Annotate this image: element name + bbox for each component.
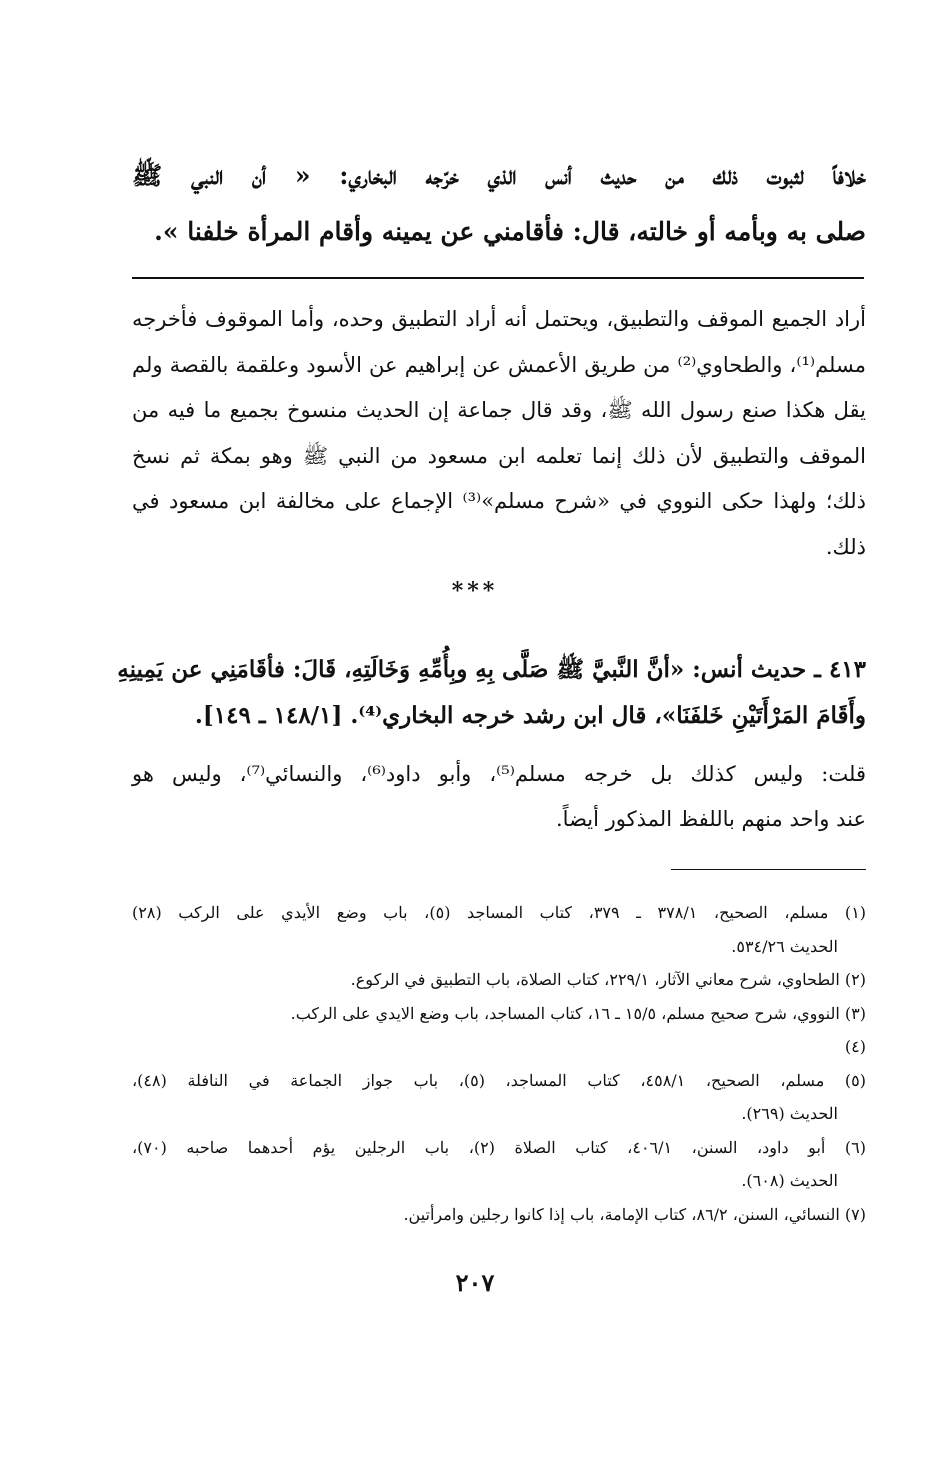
- carryover-line: صلى به وبأمه أو خالته، قال: فأقامني عن يمينه وأقام المرأة خلفنا ».: [154, 217, 866, 246]
- footnote-divider: [671, 869, 866, 870]
- footnote-line: (٤): [844, 1037, 866, 1056]
- footnote-line: الحديث (٦٠٨).: [741, 1171, 838, 1190]
- footnote-line: (٥) مسلم، الصحيح، ٤٥٨/١، كتاب المساجد، (٥)، باب جواز الجماعة في النافلة (٤٨)،: [132, 1070, 866, 1090]
- remark-line: قلت: وليس كذلك بل خرجه مسلم⁽⁵⁾، وأبو داود⁽⁶⁾، والنسائي⁽⁷⁾، وليس هو: [132, 762, 866, 786]
- footnote-line: (١) مسلم، الصحيح، ٣٧٨/١ ـ ٣٧٩، كتاب المساجد (٥)، باب وضع الأيدي على الركب (٢٨): [132, 903, 867, 922]
- commentary-line: أراد الجميع الموقف والتطبيق، ويحتمل أنه أراد التطبيق وحده، وأما الموقوف فأخرجه: [132, 307, 866, 331]
- carryover-line: خلافاً لثبوت ذلك من حديث أنس الذي خرّجه البخاري: « أن النبي ﷺ: [132, 161, 866, 190]
- hadith-entry-413: [117, 647, 866, 739]
- footnote-line: (٧) النسائي، السنن، ٨٦/٢، كتاب الإمامة، باب إذا كانوا رجلين وامرأتين.: [403, 1204, 866, 1224]
- footnotes: [132, 896, 866, 1231]
- page-number: ٢٠٧: [455, 1268, 495, 1297]
- footnote-7: [132, 1198, 866, 1232]
- hadith-line: ٤١٣ ـ حديث أنس: «أنَّ النَّبيَّ ﷺ صَلَّى بِهِ وبِأُمِّهِ وَخَالَتِهِ، قَالَ: فأقَامَنِي عن يَمِينِهِ: [117, 656, 866, 683]
- footnote-line: (٢) الطحاوي، شرح معاني الآثار، ٢٢٩/١، كتاب الصلاة، باب التطبيق في الركوع.: [350, 970, 866, 989]
- remark-line: عند واحد منهم باللفظ المذكور أيضاً.: [556, 807, 866, 831]
- footnote-line: الحديث ٥٣٤/٢٦.: [731, 936, 838, 956]
- footnote-line: (٦) أبو داود، السنن، ٤٠٦/١، كتاب الصلاة (٢)، باب الرجلين يؤم أحدهما صاحبه (٧٠)،: [132, 1137, 867, 1157]
- hadith-line: وأَقَامَ المَرْأَتَيْنِ خَلفَنَا»، قال ابن رشد خرجه البخاري⁽⁴⁾. [١٤٨/١ ـ ١٤٩].: [194, 702, 866, 729]
- footnote-line: الحديث (٢٦٩).: [741, 1104, 838, 1123]
- carryover-paragraph: [132, 148, 866, 260]
- commentary-line: يقل هكذا صنع رسول الله ﷺ، وقد قال جماعة إن الحديث منسوخ بجميع ما فيه من: [132, 398, 866, 422]
- commentary-line: ذلك؛ ولهذا حكى النووي في «شرح مسلم»⁽³⁾ الإجماع على مخالفة ابن مسعود في: [132, 489, 866, 513]
- section-divider: [132, 277, 864, 279]
- commentary-paragraph: [132, 297, 866, 570]
- asterism-separator: ***: [451, 578, 499, 604]
- footnote-5: [132, 1064, 866, 1131]
- commentary-line: ذلك.: [825, 534, 866, 559]
- footnote-3: [132, 997, 866, 1031]
- commentary-line: مسلم⁽¹⁾، والطحاوي⁽²⁾ من طريق الأعمش عن إبراهيم عن الأسود وعلقمة بالقصة ولم: [132, 352, 866, 377]
- footnote-6: [132, 1131, 866, 1198]
- author-remark: [132, 752, 866, 842]
- footnote-2: [132, 963, 866, 997]
- commentary-line: الموقف والتطبيق لأن ذلك إنما تعلمه ابن مسعود من النبي ﷺ وهو بمكة ثم نسخ: [132, 443, 866, 468]
- footnote-4: [132, 1030, 866, 1064]
- footnote-line: (٣) النووي، شرح صحيح مسلم، ١٥/٥ ـ ١٦، كتاب المساجد، باب وضع الايدي على الركب.: [290, 1003, 866, 1023]
- footnote-1: [132, 896, 866, 963]
